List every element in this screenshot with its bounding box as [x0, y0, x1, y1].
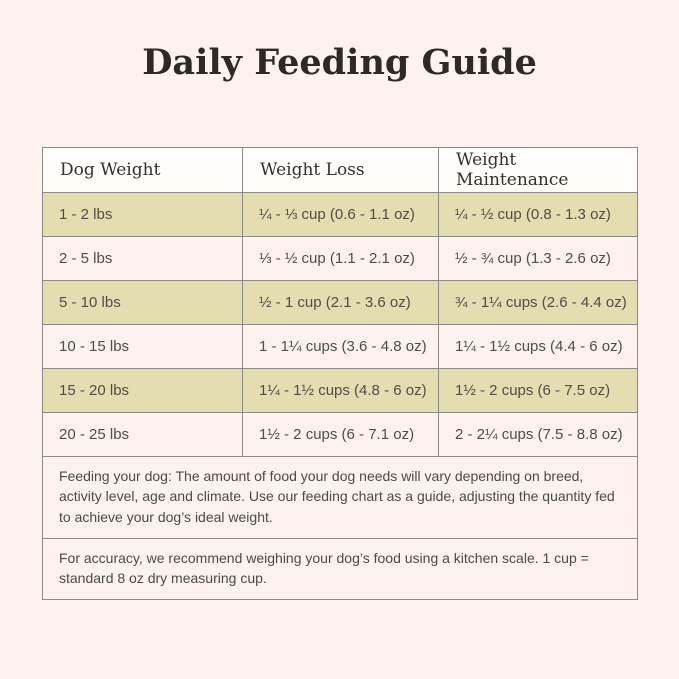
weight-loss-cell: 1 - 1¼ cups (3.6 - 4.8 oz): [243, 325, 439, 369]
accuracy-note: For accuracy, we recommend weighing your dog’s food using a kitchen scale. 1 cup = standard 8 oz dry measuring cup.: [43, 538, 638, 600]
column-header-weight-maintenance: Weight Maintenance: [439, 148, 638, 193]
accuracy-note-row: [43, 538, 638, 600]
dog-weight-cell: 10 - 15 lbs: [43, 325, 243, 369]
weight-maintenance-cell: ¼ - ½ cup (0.8 - 1.3 oz): [439, 193, 638, 237]
table-row: [43, 369, 638, 413]
table-row: [43, 325, 638, 369]
column-header-dog-weight: Dog Weight: [43, 148, 243, 193]
weight-maintenance-cell: 1½ - 2 cups (6 - 7.5 oz): [439, 369, 638, 413]
page-title: Daily Feeding Guide: [142, 42, 537, 83]
dog-weight-cell: 20 - 25 lbs: [43, 413, 243, 457]
feeding-guide-table: [42, 147, 638, 600]
feeding-note: Feeding your dog: The amount of food your dog needs will vary depending on breed, activity level, age and climate. Use our feeding chart as a guide, adjusting the quantity fed to achieve your dog’s ideal weight.: [43, 457, 638, 539]
weight-loss-cell: ½ - 1 cup (2.1 - 3.6 oz): [243, 281, 439, 325]
column-header-weight-loss: Weight Loss: [243, 148, 439, 193]
dog-weight-cell: 2 - 5 lbs: [43, 237, 243, 281]
dog-weight-cell: 15 - 20 lbs: [43, 369, 243, 413]
weight-loss-cell: 1¼ - 1½ cups (4.8 - 6 oz): [243, 369, 439, 413]
weight-loss-cell: ¼ - ⅓ cup (0.6 - 1.1 oz): [243, 193, 439, 237]
weight-loss-cell: 1½ - 2 cups (6 - 7.1 oz): [243, 413, 439, 457]
dog-weight-cell: 1 - 2 lbs: [43, 193, 243, 237]
dog-weight-cell: 5 - 10 lbs: [43, 281, 243, 325]
table-header-row: [43, 148, 638, 193]
feeding-note-row: [43, 457, 638, 539]
weight-loss-cell: ⅓ - ½ cup (1.1 - 2.1 oz): [243, 237, 439, 281]
table-row: [43, 193, 638, 237]
table-row: [43, 237, 638, 281]
weight-maintenance-cell: ½ - ¾ cup (1.3 - 2.6 oz): [439, 237, 638, 281]
weight-maintenance-cell: ¾ - 1¼ cups (2.6 - 4.4 oz): [439, 281, 638, 325]
weight-maintenance-cell: 1¼ - 1½ cups (4.4 - 6 oz): [439, 325, 638, 369]
table-row: [43, 281, 638, 325]
table-row: [43, 413, 638, 457]
weight-maintenance-cell: 2 - 2¼ cups (7.5 - 8.8 oz): [439, 413, 638, 457]
